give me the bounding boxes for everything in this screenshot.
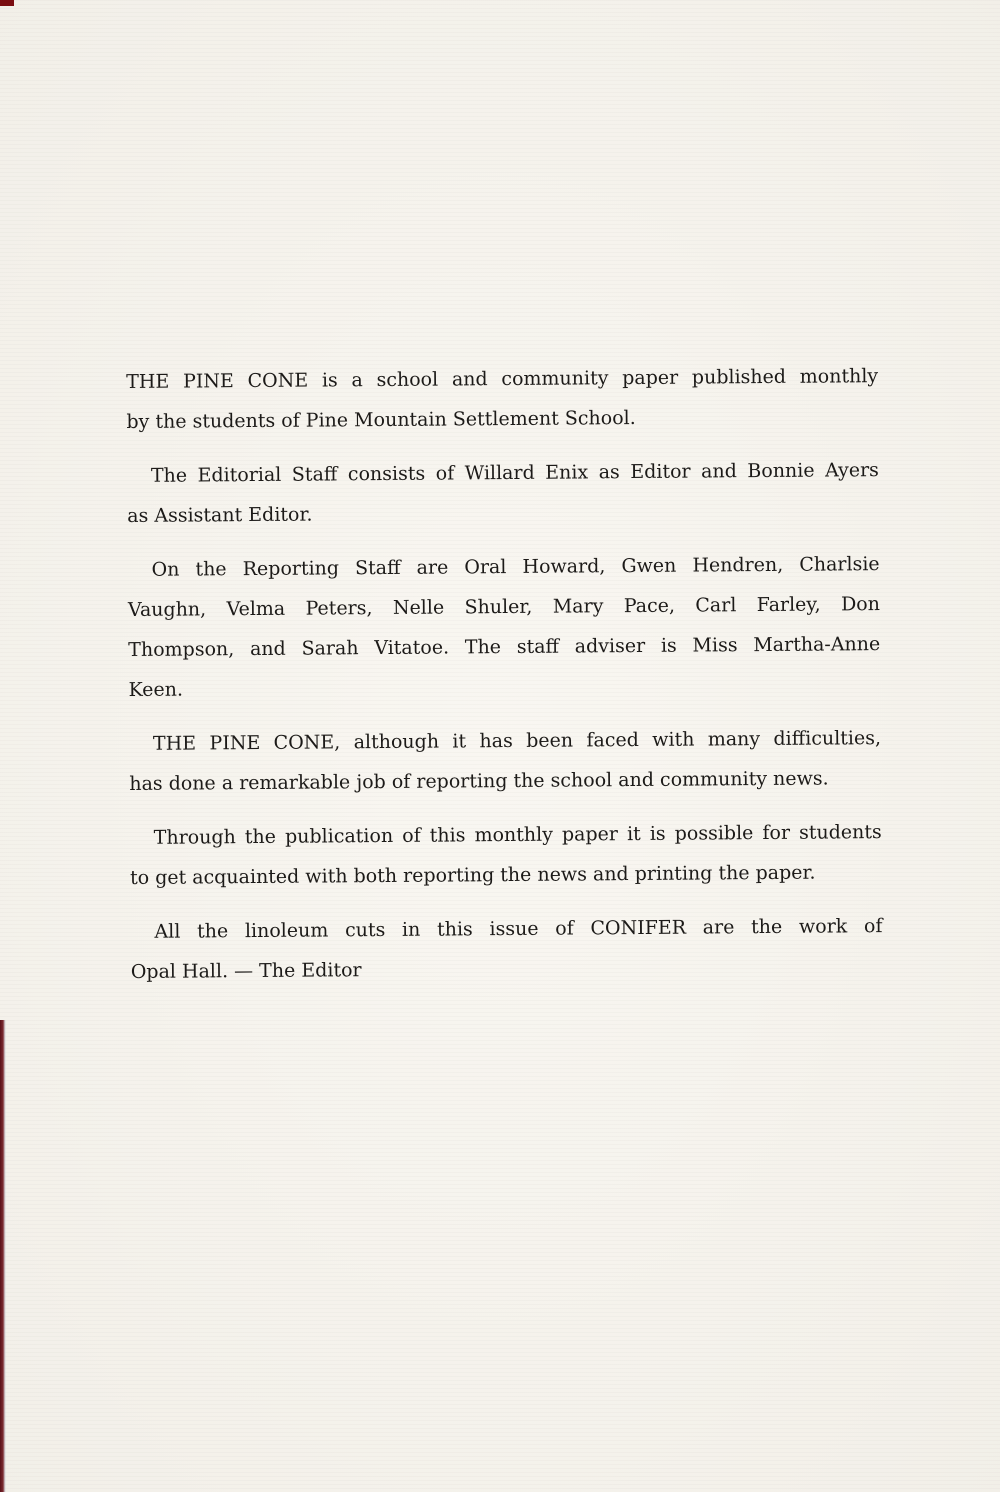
paragraph-editorial-staff: [127, 450, 880, 536]
text-line: THE PINE CONE, although it has been faced with many difficulties,: [152, 727, 882, 755]
text-line: All the linoleum cuts in this issue of CONIFER are the work of: [154, 915, 883, 943]
paragraph-linoleum-cuts: [130, 906, 883, 992]
text-line: Through the publication of this monthly paper it is possible for students: [153, 821, 882, 849]
text-line: The Editorial Staff consists of Willard Enix as Editor and Bonnie Ayers: [150, 459, 879, 487]
text-line-signature: Opal Hall. — The Editor: [130, 959, 362, 983]
text-line: has done a remarkable job of reporting the school and community news.: [129, 767, 829, 795]
text-line: Vaughn, Velma Peters, Nelle Shuler, Mary Pace, Carl Farley, Don: [127, 593, 881, 621]
text-line: Thompson, and Sarah Vitatoe. The staff adviser is Miss Martha-Anne: [128, 633, 881, 661]
paragraph-publication: [130, 812, 883, 898]
text-line: as Assistant Editor.: [127, 503, 313, 527]
paragraph-difficulties: [129, 718, 882, 804]
binding-edge: [0, 1020, 6, 1492]
paragraph-reporting-staff: [127, 544, 880, 710]
text-line: Keen.: [128, 678, 184, 701]
binding-corner: [0, 0, 14, 6]
text-line: THE PINE CONE is a school and community paper published monthly: [126, 365, 879, 393]
text-line: by the students of Pine Mountain Settlement School.: [126, 406, 636, 433]
text-line: to get acquainted with both reporting the news and printing the paper.: [129, 861, 816, 889]
paragraph-intro: [126, 356, 879, 442]
editorial-note: [126, 356, 883, 1006]
text-line: On the Reporting Staff are Oral Howard, Gwen Hendren, Charlsie: [151, 553, 880, 581]
